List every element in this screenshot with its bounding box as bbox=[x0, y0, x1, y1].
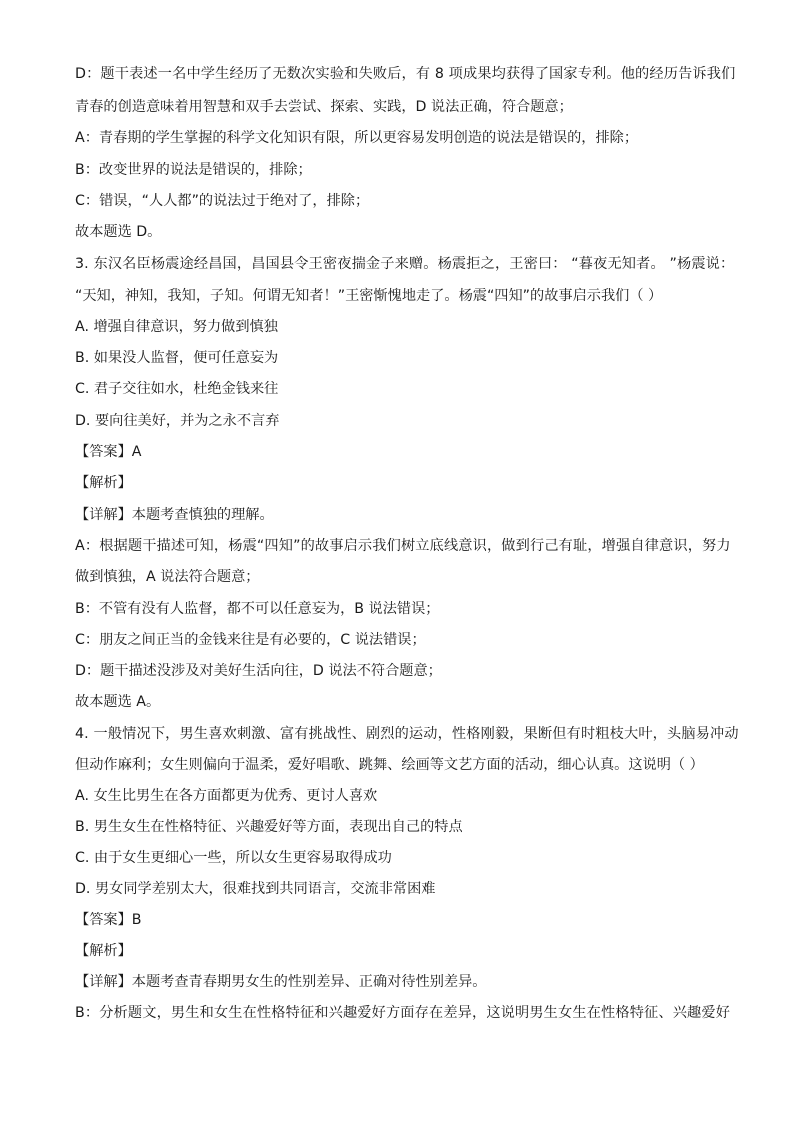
option-a: A. 增强自律意识，努力做到慎独 bbox=[75, 319, 278, 335]
text-line: C：错误，“人人都”的说法过于绝对了，排除； bbox=[75, 193, 370, 209]
analysis-label: 【解析】 bbox=[75, 475, 132, 491]
text-line: 做到慎独，A 说法符合题意； bbox=[75, 569, 260, 585]
question-stem: 但动作麻利；女生则偏向于温柔，爱好唱歌、跳舞、绘画等文艺方面的活动，细心认真。这说明（ ） bbox=[75, 757, 704, 773]
answer-label: 【答案】A bbox=[75, 444, 142, 460]
question-stem: 3. 东汉名臣杨震途经昌国，昌国县令王密夜揣金子来赠。杨震拒之，王密曰： “暮夜无知者。 ”杨震说： bbox=[75, 256, 735, 272]
answer-label: 【答案】B bbox=[75, 912, 142, 928]
option-d: D. 男女同学差别太大，很难找到共同语言，交流非常困难 bbox=[75, 881, 436, 897]
text-line: A：青春期的学生掌握的科学文化知识有限，所以更容易发明创造的说法是错误的，排除； bbox=[75, 130, 639, 146]
text-line: 青春的创造意味着用智慧和双手去尝试、探索、实践，D 说法正确，符合题意； bbox=[75, 99, 573, 115]
option-c: C. 由于女生更细心一些，所以女生更容易取得成功 bbox=[75, 850, 392, 866]
question-stem: “天知，神知，我知，子知。何谓无知者！”王密惭愧地走了。杨震“四知”的故事启示我们（ ） bbox=[75, 288, 663, 304]
option-b: B. 男生女生在性格特征、兴趣爱好等方面，表现出自己的特点 bbox=[75, 819, 463, 835]
text-line: C：朋友之间正当的金钱来往是有必要的，C 说法错误； bbox=[75, 632, 426, 648]
text-line: D：题干表述一名中学生经历了无数次实验和失败后，有 8 项成果均获得了国家专利。他的经历告诉我们 bbox=[75, 66, 736, 82]
analysis-label: 【解析】 bbox=[75, 943, 132, 959]
detail-explanation: 【详解】本题考查慎独的理解。 bbox=[75, 507, 274, 523]
option-a: A. 女生比男生在各方面都更为优秀、更讨人喜欢 bbox=[75, 788, 378, 804]
option-b: B. 如果没人监督，便可任意妄为 bbox=[75, 350, 279, 366]
text-line: A：根据题干描述可知，杨震“四知”的故事启示我们树立底线意识，做到行己有耻，增强自律意识，努力 bbox=[75, 538, 731, 554]
option-d: D. 要向往美好，并为之永不言弃 bbox=[75, 413, 280, 429]
text-line: 故本题选 D。 bbox=[75, 224, 162, 240]
text-line: B：不管有没有人监督，都不可以任意妄为，B 说法错误； bbox=[75, 601, 440, 617]
text-line: 故本题选 A。 bbox=[75, 694, 161, 710]
text-line: B：分析题文，男生和女生在性格特征和兴趣爱好方面存在差异，这说明男生女生在性格特征、兴趣爱好 bbox=[75, 1005, 731, 1021]
text-line: D：题干描述没涉及对美好生活向往，D 说法不符合题意； bbox=[75, 663, 442, 679]
text-line: B：改变世界的说法是错误的，排除； bbox=[75, 162, 312, 178]
question-stem: 4. 一般情况下，男生喜欢刺激、富有挑战性、剧烈的运动，性格刚毅，果断但有时粗枝大叶，头脑易冲动 bbox=[75, 726, 739, 742]
detail-explanation: 【详解】本题考查青春期男女生的性别差异、正确对待性别差异。 bbox=[75, 974, 487, 990]
option-c: C. 君子交往如水，杜绝金钱来往 bbox=[75, 381, 279, 397]
